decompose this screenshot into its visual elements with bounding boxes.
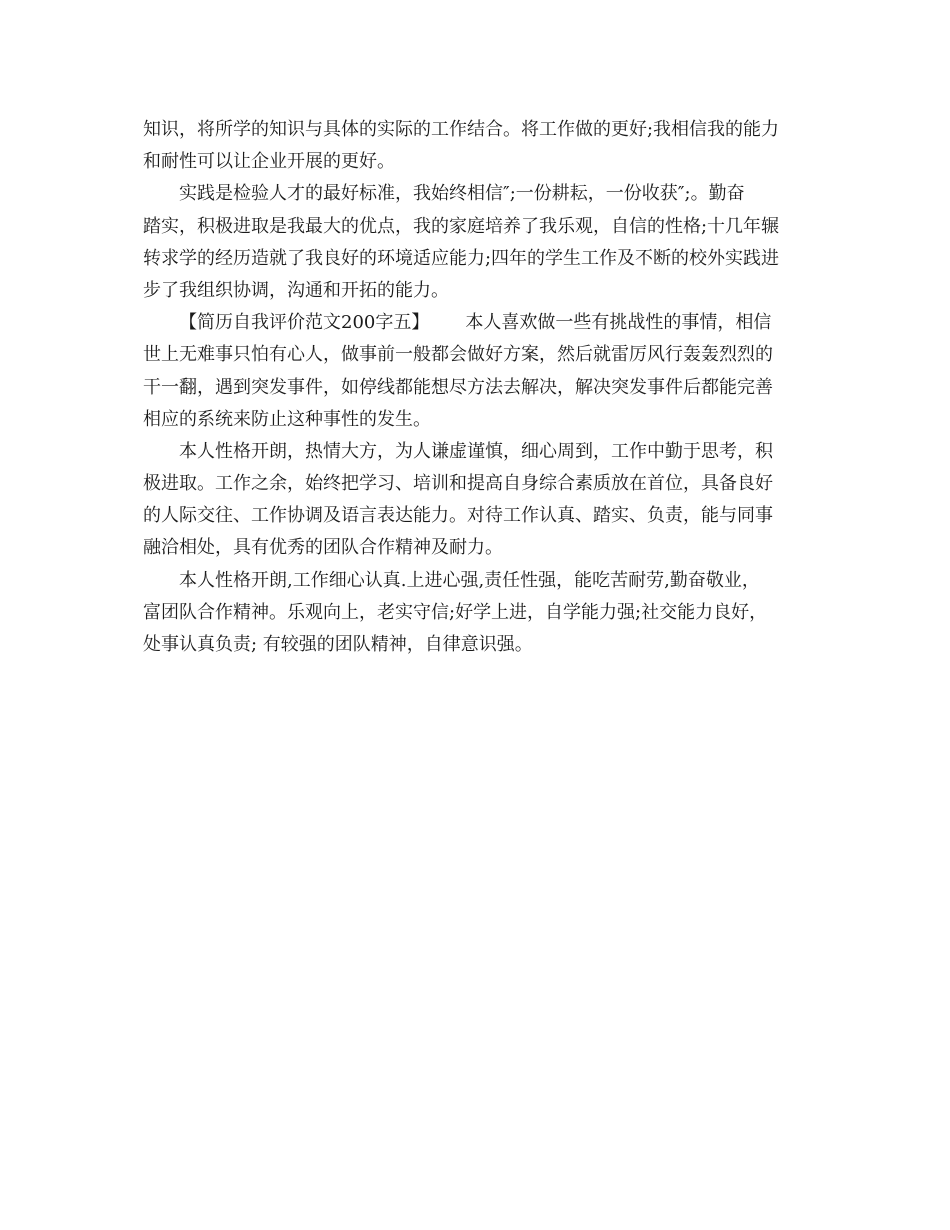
paragraph-4-line-2: 极进取。工作之余，始终把学习、培训和提高自身综合素质放在首位，具备良好 <box>143 473 773 495</box>
paragraph-2-line-2: 踏实，积极进取是我最大的优点，我的家庭培养了我乐观，自信的性格;十几年辗 <box>143 215 780 237</box>
paragraph-2-line-1: 实践是检验人才的最好标准，我始终相信″;一份耕耘，一份收获″;。勤奋 <box>179 183 745 205</box>
paragraph-1-line-2: 和耐性可以让企业开展的更好。 <box>143 151 395 173</box>
paragraph-4-line-3: 的人际交往、工作协调及语言表达能力。对待工作认真、踏实、负责，能与同事 <box>143 505 773 527</box>
paragraph-4-line-1: 本人性格开朗，热情大方，为人谦虚谨慎，细心周到，工作中勤于思考，积 <box>179 440 773 462</box>
section-heading: 【简历自我评价范文200字五】 <box>179 312 430 334</box>
paragraph-3-line-1-text: 本人喜欢做一些有挑战性的事情，相信 <box>465 312 772 334</box>
paragraph-2-line-4: 步了我组织协调，沟通和开拓的能力。 <box>143 279 449 301</box>
document-body <box>143 114 807 661</box>
paragraph-5-line-2: 富团队合作精神。乐观向上，老实守信;好学上进，自学能力强;社交能力良好， <box>143 601 768 623</box>
paragraph-4-line-4: 融洽相处，具有优秀的团队合作精神及耐力。 <box>143 537 503 559</box>
paragraph-5-line-3: 处事认真负责; 有较强的团队精神，自律意识强。 <box>143 634 533 655</box>
paragraph-2-line-3: 转求学的经历造就了我良好的环境适应能力;四年的学生工作及不断的校外实践进 <box>143 247 780 269</box>
paragraph-1-line-1: 知识，将所学的知识与具体的实际的工作结合。将工作做的更好;我相信我的能力 <box>143 119 780 140</box>
paragraph-3-line-2: 世上无难事只怕有心人，做事前一般都会做好方案，然后就雷厉风行轰轰烈烈的 <box>143 344 773 366</box>
paragraph-5-line-1: 本人性格开朗,工作细心认真.上进心强,责任性强，能吃苦耐劳,勤奋敬业， <box>179 569 760 591</box>
paragraph-3-line-3: 干一翻，遇到突发事件，如停线都能想尽方法去解决，解决突发事件后都能完善 <box>143 376 773 398</box>
paragraph-3-line-4: 相应的系统来防止这种事性的发生。 <box>143 408 431 430</box>
paragraph-3-line-1 <box>143 307 807 339</box>
